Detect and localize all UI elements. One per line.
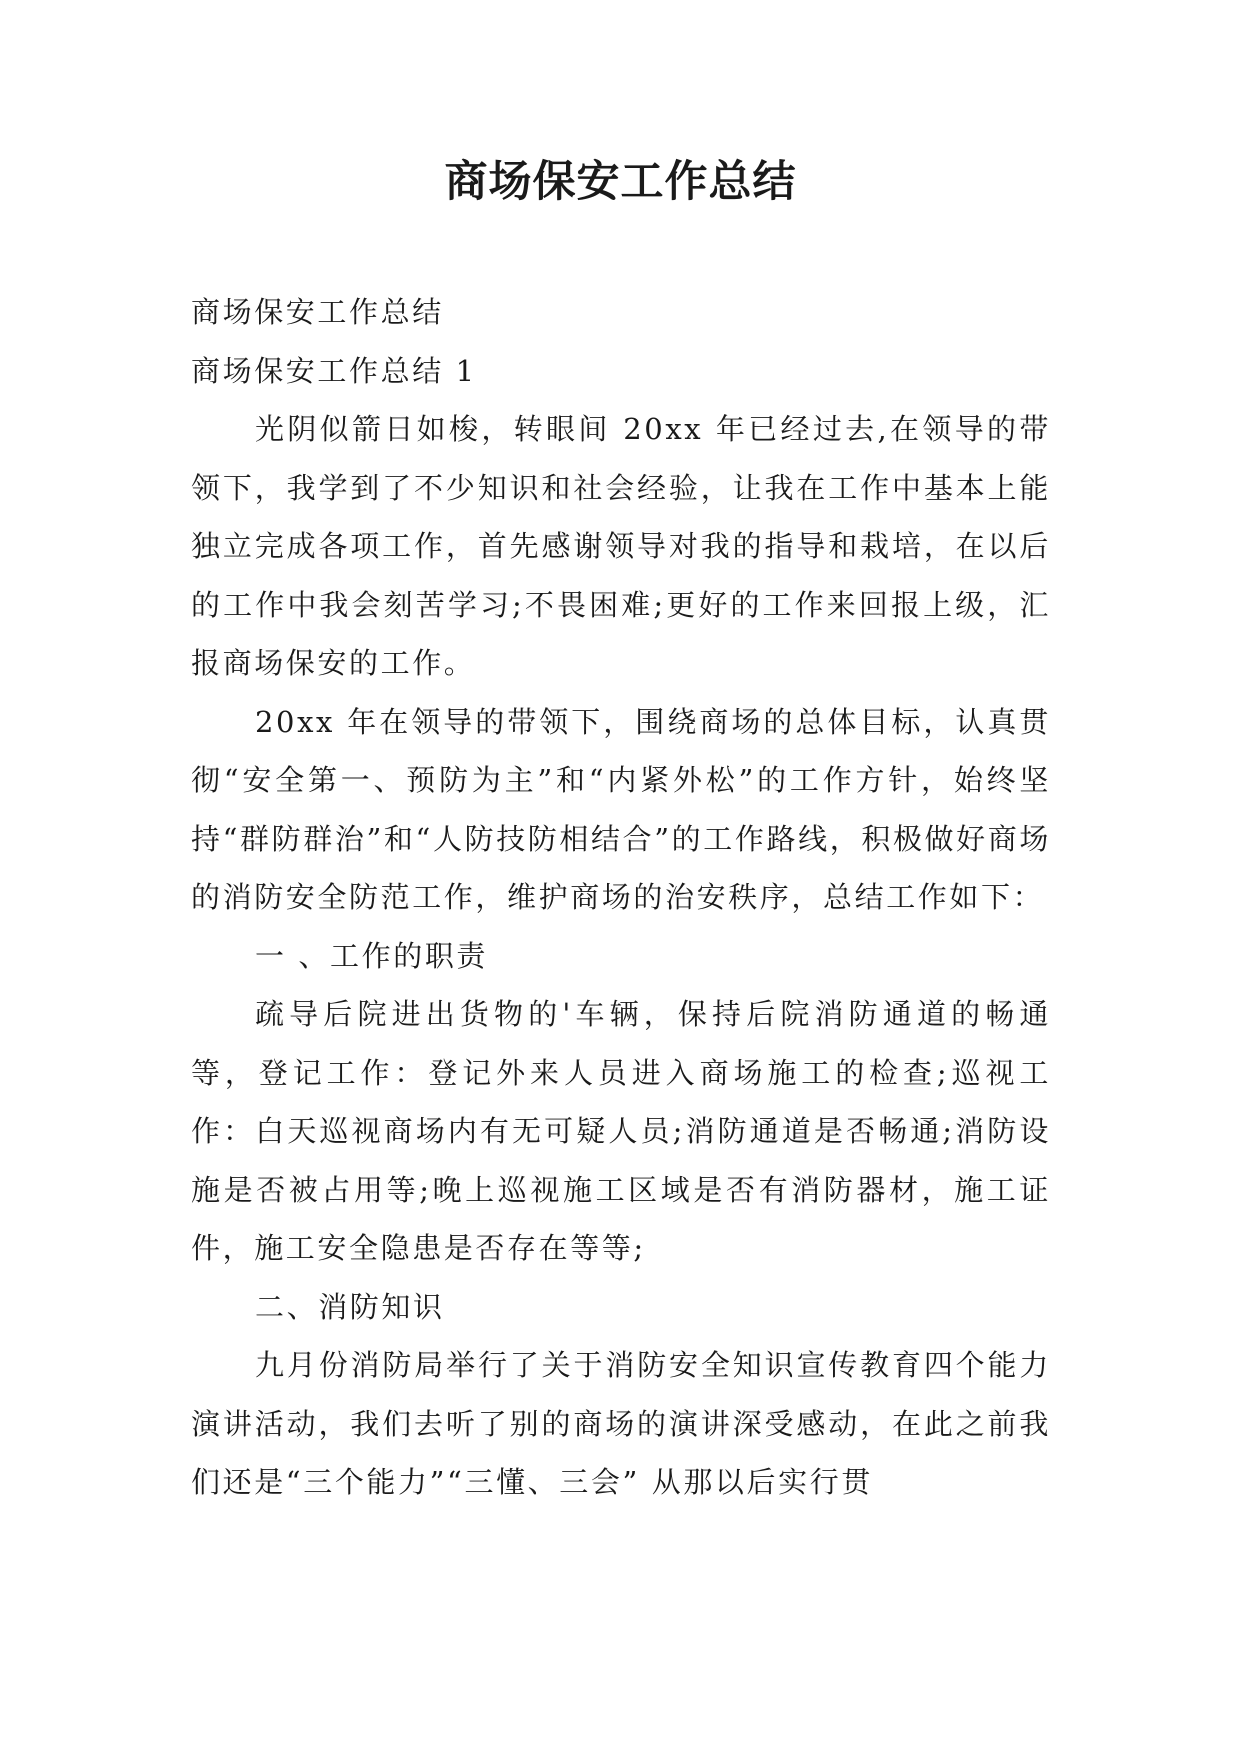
paragraph-fire-knowledge: 九月份消防局举行了关于消防安全知识宣传教育四个能力演讲活动，我们去听了别的商场的演讲深受感动，在此之前我们还是“三个能力”“三懂、三会” 从那以后实行贯 [191, 1348, 1051, 1499]
paragraph-subheading: 商场保安工作总结 1 [191, 353, 477, 388]
paragraph-duties: 疏导后院进出货物的'车辆，保持后院消防通道的畅通等，登记工作：登记外来人员进入商场施工的检查;巡视工作：白天巡视商场内有无可疑人员;消防通道是否畅通;消防设施是否被占用等;晚上巡视施工区域是否有消防器材，施工证件，施工安全隐患是否存在等等; [191, 997, 1051, 1265]
paragraph-summary: 20xx 年在领导的带领下，围绕商场的总体目标，认真贯彻“安全第一、预防为主”和“内紧外松”的工作方针，始终坚持“群防群治”和“人防技防相结合”的工作路线，积极做好商场的消防安全防范工作，维护商场的治安秩序，总结工作如下： [191, 704, 1051, 914]
section-heading-fire-knowledge: 二、消防知识 [255, 1289, 445, 1324]
section-heading-duties: 一 、工作的职责 [255, 938, 489, 973]
document-body [191, 283, 1051, 1512]
paragraph-heading: 商场保安工作总结 [191, 295, 444, 329]
paragraph-intro: 光阴似箭日如梭，转眼间 20xx 年已经过去,在领导的带领下，我学到了不少知识和社会经验，让我在工作中基本上能独立完成各项工作，首先感谢领导对我的指导和栽培，在以后的工作中我会刻苦学习;不畏困难;更好的工作来回报上级，汇报商场保安的工作。 [191, 412, 1051, 680]
document-title: 商场保安工作总结 [444, 157, 797, 207]
